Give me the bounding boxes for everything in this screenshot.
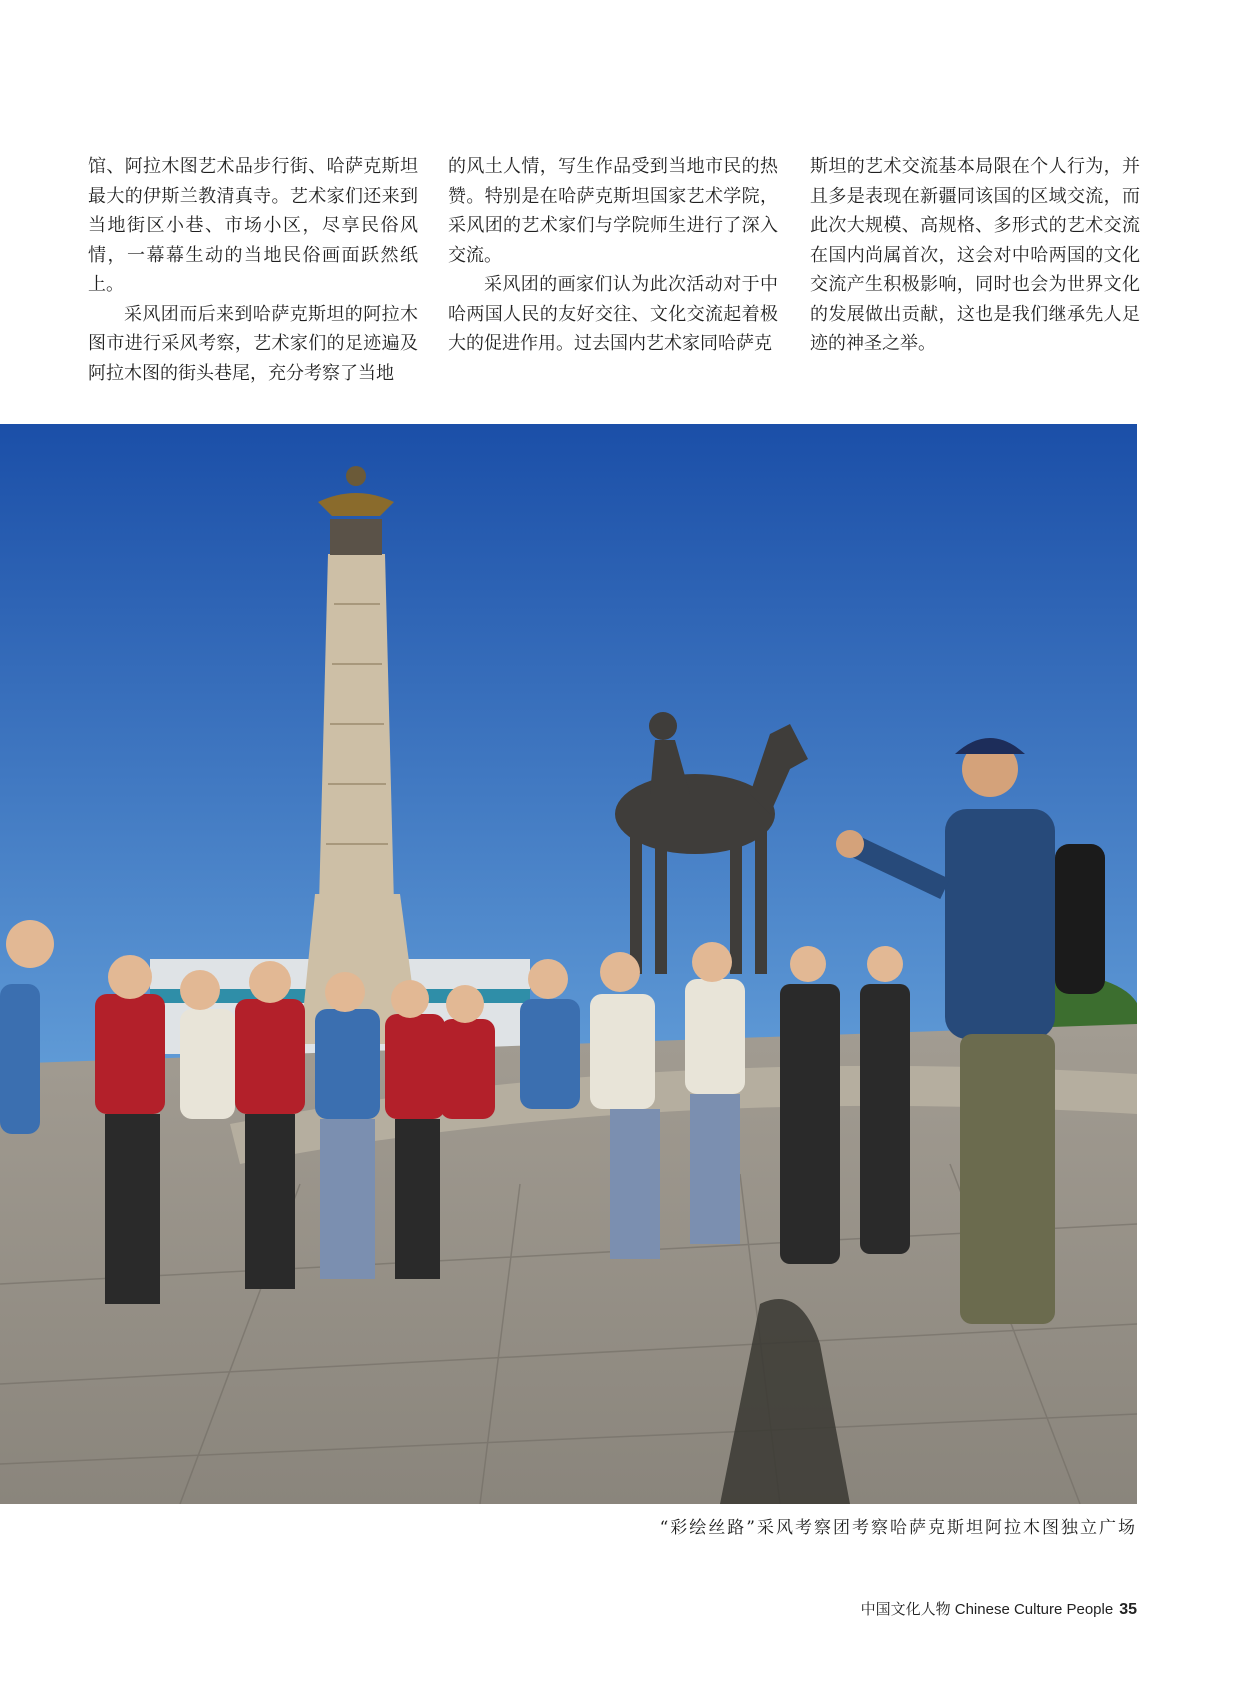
paragraph: 采风团而后来到哈萨克斯坦的阿拉木图市进行采风考察，艺术家们的足迹遍及阿拉木图的街头巷尾，充分考察了当地: [88, 303, 418, 384]
paragraph: 斯坦的艺术交流基本局限在个人行为，并且多是表现在新疆同该国的区域交流，而此次大规模、高规格、多形式的艺术交流在国内尚属首次，这会对中哈两国的文化交流产生积极影响，同时也会为世界文化的发展做出贡献，这也是我们继承先人足迹的神圣之举。: [810, 156, 1140, 354]
photo-independence-square: [0, 424, 1137, 1504]
paragraph: 采风团的画家们认为此次活动对于中哈两国人民的友好交往、文化交流起着极大的促进作用。过去国内艺术家同哈萨克: [448, 274, 778, 354]
paragraph: 馆、阿拉木图艺术品步行街、哈萨克斯坦最大的伊斯兰教清真寺。艺术家们还来到当地街区小巷、市场小区，尽享民俗风情，一幕幕生动的当地民俗画面跃然纸上。: [88, 156, 418, 295]
photo-caption: “彩绘丝路”采风考察团考察哈萨克斯坦阿拉木图独立广场: [659, 1518, 1137, 1538]
text-column-2: [448, 152, 778, 359]
page-number: 35: [1119, 1601, 1137, 1618]
magazine-name: 中国文化人物 Chinese Culture People: [860, 1601, 1114, 1618]
page-footer: [861, 1598, 1137, 1619]
text-column-3: [810, 152, 1140, 359]
paragraph: 的风土人情，写生作品受到当地市民的热赞。特别是在哈萨克斯坦国家艺术学院，采风团的艺术家们与学院师生进行了深入交流。: [448, 156, 778, 266]
text-column-1: [88, 152, 418, 388]
